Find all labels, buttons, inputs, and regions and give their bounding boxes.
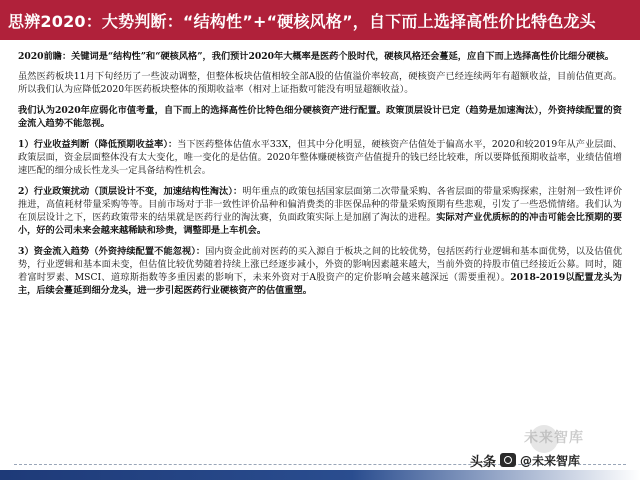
header-bar: [0, 0, 640, 40]
capital-flow-heading: 3）资金流入趋势（外资持续配置不能忽视）：: [18, 246, 206, 257]
source-name: @未来智库: [520, 453, 581, 468]
paragraph-capital-flow: [18, 245, 622, 297]
footer-strip: [0, 470, 640, 480]
policy-text: 明年重点的政策包括国家层面第二次带量采购、各省层面的带量采购探索，注射剂一致性评价推进，高值耗材带量采购等等。目前市场对于非一致性评价品种和偏消费类的非医保品种的带量采购预期有些悲观，引发了一些恐慌情绪。我们认为在顶层设计之下，医药政策带来的结果就是医药行业的淘汰赛，负面政策实际上是加剧了淘汰的进程。: [18, 186, 623, 223]
capital-flow-conclusion: 2018-2019以配置龙头为主，后续会蔓延到细分龙头，进一步引起医药行业硬核资产的估值重塑。: [18, 272, 622, 296]
paragraph-strategy: [18, 104, 622, 130]
paragraph-policy: [18, 185, 622, 237]
outlook-text: 2020前瞻：关键词是“结构性”和“硬核风格”，我们预计2020年大概率是医药个股时代，硬核风格还会蔓延，应自下而上选择高性价比细分硬核。: [18, 51, 614, 62]
policy-heading: 2）行业政策扰动（顶层设计不变，加速结构性淘汰）：: [18, 186, 243, 197]
document-body: [18, 50, 622, 305]
industry-return-heading: 1）行业收益判断（降低预期收益率）：: [18, 139, 178, 150]
capital-flow-text: 国内资金此前对医药的买入源自于板块之间的比较优势，包括医药行业逻辑和基本面优势，以及估值优势，行业逻辑和基本面未变，但估值比较优势随着持续上涨已经逐步减小，外资的影响因素越来越大，当前外资的持股市值已经接近公募。同时，随着富时罗素、MSCI、道琼斯指数等多重因素的影响下，未来外资对于A股资产的定价影响会越来越深远（需要重视）。: [18, 246, 623, 283]
industry-return-text: 当下医药整体估值水平33X，但其中分化明显，硬核资产估值处于偏高水平，2020和较2019年从产业层面、政策层面，资金层面整体没有太大变化，唯一变化的是估值。2020年整体赚硬核资产估值提升的钱已经比较难，所以要降低预期收益率，业绩估值增速匹配的细分成长性龙头一定具备结构性机会。: [18, 139, 622, 176]
strategy-text: 我们认为2020年应弱化市值考量，自下而上的选择高性价比特色细分硬核资产进行配置。政策顶层设计已定（趋势是加速淘汰），外资持续配置的资金流入趋势不能忽视。: [18, 105, 622, 129]
policy-conclusion: 实际对产业优质标的的冲击可能会比预期的要小，好的公司未来会越来越稀缺和珍贵，调整即是上车机会。: [18, 212, 623, 236]
paragraph-outlook: [18, 50, 622, 63]
valuation-text: 虽然医药板块11月下旬经历了一些波动调整，但整体板块估值相较全部A股的估值溢价率较高，硬核资产已经连续两年有超额收益，目前估值更高。所以我们认为应降低2020年医药板块整体的预期收益率（相对上证指数可能没有明显超额收益）。: [18, 71, 622, 95]
page-title: 思辨2020：大势判断：“结构性”+“硬核风格”，自下而上选择高性价比特色龙头: [8, 11, 596, 31]
watermark-text: 未来智库: [524, 430, 584, 446]
paragraph-valuation: [18, 70, 622, 96]
paragraph-industry-return: [18, 138, 622, 177]
camera-icon: [500, 453, 516, 467]
source-tag: [470, 452, 580, 468]
source-platform: 头条: [470, 454, 497, 470]
